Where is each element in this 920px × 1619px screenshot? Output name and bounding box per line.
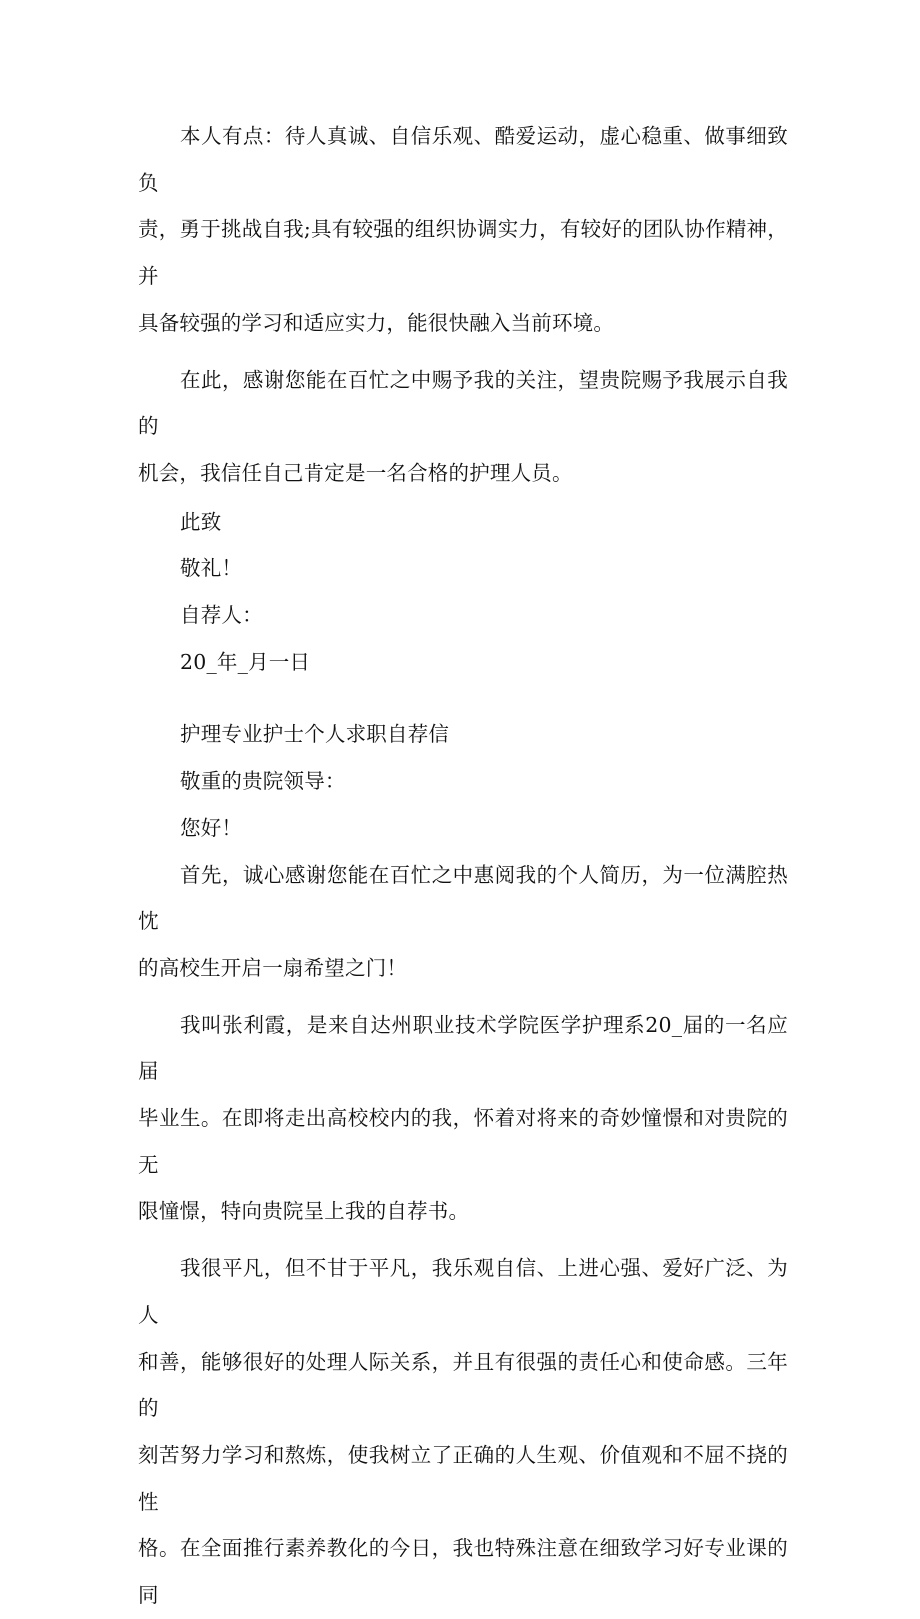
text-line: 我很平凡，但不甘于平凡，我乐观自信、上进心强、爱好广泛、为人	[138, 1256, 788, 1327]
text-line: 首先，诚心感谢您能在百忙之中惠阅我的个人简历，为一位满腔热忱	[138, 862, 788, 934]
text-line: 本人有点：待人真诚、自信乐观、酷爱运动，虚心稳重、做事细致负	[138, 124, 788, 195]
paragraph-thanks	[138, 357, 788, 497]
text-line: 和善，能够很好的处理人际关系，并且有很强的责任心和使命感。三年的	[138, 1349, 788, 1421]
document-body	[138, 113, 788, 1619]
text-line: 在此，感谢您能在百忙之中赐予我的关注，望贵院赐予我展示自我的	[138, 367, 788, 439]
text-line: 限憧憬，特向贵院呈上我的自荐书。	[138, 1199, 470, 1224]
letter-title: 护理专业护士个人求职自荐信	[180, 722, 450, 747]
closing-ci-zhi: 此致	[180, 509, 222, 534]
paragraph-character	[138, 1245, 788, 1619]
closing-jing-li: 敬礼！	[180, 556, 243, 581]
letter-greeting: 您好！	[180, 815, 243, 840]
text-line: 刻苦努力学习和熬炼，使我树立了正确的人生观、价值观和不屈不挠的性	[138, 1442, 788, 1514]
letter-salutation: 敬重的贵院领导：	[180, 769, 346, 794]
paragraph-self-intro	[138, 1002, 788, 1236]
paragraph-intro	[138, 852, 788, 992]
text-line: 毕业生。在即将走出高校校内的我，怀着对将来的奇妙憧憬和对贵院的无	[138, 1106, 788, 1177]
closing-signer: 自荐人：	[180, 603, 263, 628]
text-line: 具备较强的学习和适应实力，能很快融入当前环境。	[138, 310, 615, 335]
text-line: 我叫张利霞，是来自达州职业技术学院医学护理系20_届的一名应届	[138, 1012, 788, 1084]
text-line: 机会，我信任自己肯定是一名合格的护理人员。	[138, 460, 573, 485]
text-line: 格。在全面推行素养教化的今日，我也特殊注意在细致学习好专业课的同	[138, 1536, 788, 1608]
text-line: 责，勇于挑战自我;具有较强的组织协调实力，有较好的团队协作精神，并	[138, 217, 788, 289]
closing-date: 20_年_月一日	[180, 649, 311, 674]
text-line: 的高校生开启一扇希望之门！	[138, 955, 408, 980]
paragraph-strengths	[138, 113, 788, 347]
